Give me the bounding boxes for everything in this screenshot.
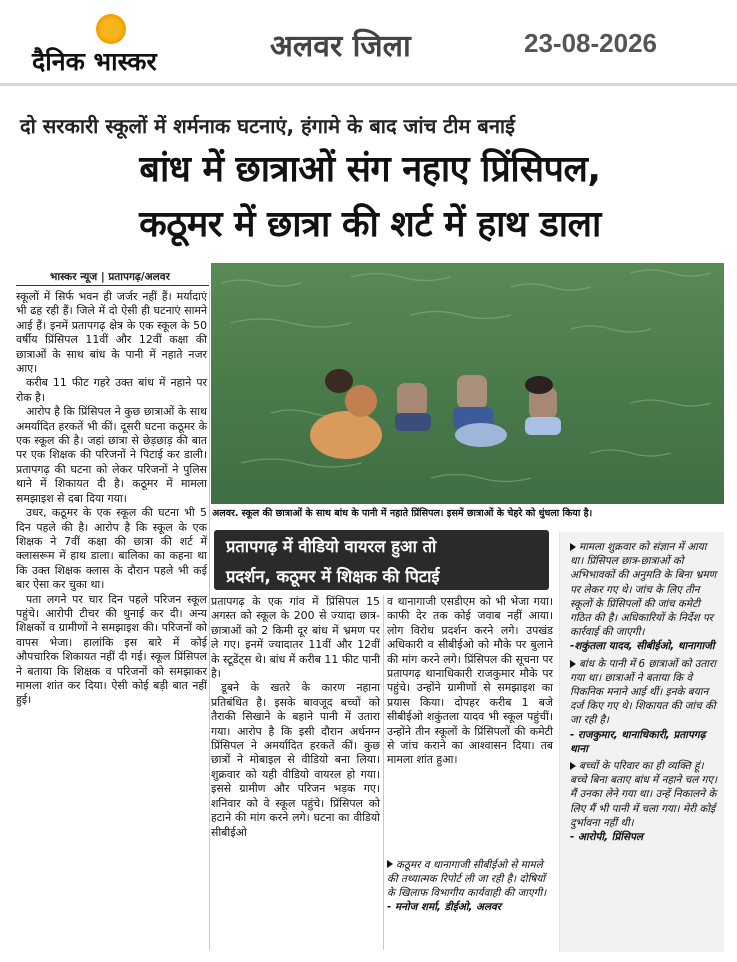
left-column <box>16 290 207 708</box>
triangle-bullet-icon <box>570 762 576 770</box>
byline: भास्कर न्यूज | प्रतापगढ़/अलवर <box>50 271 170 283</box>
paragraph: करीब 11 फीट गहरे उक्त बांध में नहाने पर रोक है। <box>16 376 207 404</box>
triangle-bullet-icon <box>387 860 393 868</box>
middle-column-a <box>211 595 380 840</box>
quote-text: बांध के पानी में 6 छात्राओं को उतारा गया था। छात्राओं ने बताया कि वे पिकनिक मनाने आई थीं। इनके बयान दर्ज किए गए थे। शिकायत की जांच की जा रही है। <box>570 657 716 727</box>
column-divider <box>383 595 384 950</box>
paragraph: स्कूलों में सिर्फ भवन ही जर्जर नहीं हैं। मर्यादाएं भी ढह रही हैं। जिले में दो ऐसी ही घटनाएं सामने आई हैं। इनमें प्रतापगढ़ क्षेत्र के एक स्कूल के 50 वर्षीय प्रिंसिपल 11वीं और 12वीं कक्षा की छात्राओं के साथ बांध के पानी में नहाते नजर आए। <box>16 290 207 376</box>
kicker-line-1: प्रतापगढ़ में वीडियो वायरल हुआ तो <box>226 537 437 556</box>
quote-text: बच्चों के परिवार का ही व्यक्ति हूं। बच्चे बिना बताए बांध में नहाने चल गए। मैं उनका लेने गया था। उन्हें निकालने के लिए मैं भी पानी में चला गया। मेरी कोई दुर्भावना नहीं थी। <box>570 760 718 829</box>
news-photo <box>211 263 724 504</box>
triangle-bullet-icon <box>570 543 576 551</box>
quote-text: कठूमर व थानागाजी सीबीईओ से मामले की तथ्यात्मक रिपोर्ट ली जा रही है। दोषियों के खिलाफ विभागीय कार्यवाही की जाएगी। <box>387 859 547 899</box>
photo-caption: अलवर. स्कूल की छात्राओं के साथ बांध के पानी में नहाते प्रिंसिपल। इसमें छात्राओं के चेहरे को धुंधला किया है। <box>212 508 593 519</box>
sidebar-quote <box>570 657 720 756</box>
headline <box>20 142 720 252</box>
paragraph: डूबने के खतरे के कारण नहाना प्रतिबंधित है। इसके बावजूद बच्चों को तैराकी सिखाने के बहाने पानी में उतारा गया। आरोप है कि इसी दौरान अर्धनग्न प्रिंसिपल ने अमर्यादित हरकतें कीं। कुछ छात्रों ने मोबाइल से वीडियो बना लिया। शुक्रवार को यही वीडियो वायरल हो गया। इससे ग्रामीण और परिजन भड़क गए। शनिवार को वे स्कूल पहुंचे। प्रिंसिपल को हटाने की मांग करने लगे। घटना का वीडियो सीबीईओ <box>211 681 380 839</box>
deo-quote <box>387 858 553 914</box>
newspaper-logo <box>32 12 202 78</box>
quote-attribution: - राजकुमार, थानाधिकारी, प्रतापगढ़ थाना <box>570 728 706 755</box>
subheadline: दो सरकारी स्कूलों में शर्मनाक घटनाएं, हंगामे के बाद जांच टीम बनाई <box>20 114 515 138</box>
paragraph: पता लगने पर चार दिन पहले परिजन स्कूल पहुंचे। आरोपी टीचर की धुनाई कर दी। अन्य शिक्षकों व ग्रामीणों ने समझाइश की। परिजनों को वापस भेजा। हालांकि इस बारे में कोई औपचारिक शिकायत नहीं दी गई। स्कूल प्रिंसिपल ने बताया कि शिक्षक व परिजनों को समझाकर मामला शांत कर दिया। ऐसी कोई बड़ी बात नहीं हुई। <box>16 592 207 707</box>
edition-date: 23-08-2026 <box>524 28 657 58</box>
paragraph: आरोप है कि प्रिंसिपल ने कुछ छात्राओं के साथ अमर्यादित हरकतें भी कीं। दूसरी घटना कठूमर के एक स्कूल की है। जहां छात्रा से छेड़छाड़ की बात पर एक शिक्षक की परिजनों ने पिटाई कर डाली। प्रतापगढ़ की घटना को लेकर परिजनों ने पुलिस थाने में शिकायत दी है। कठूमर में मामला समझाइश से दबा दिया गया। <box>16 405 207 505</box>
divider <box>16 285 209 286</box>
quote-attribution: -शकुंतला यादव, सीबीईओ, थानागाजी <box>570 640 715 653</box>
paragraph: व थानागाजी एसडीएम को भी भेजा गया। काफी देर तक कोई जवाब नहीं आया। लोग विरोध प्रदर्शन करने लगे। उपखंड अधिकारी व सीबीईओ को मौके पर बुलाने की मांग करने लगे। प्रिंसिपल की सूचना पर प्रतापगढ़ थानाधिकारी राजकुमार मौके पर पहुंचे। उन्होंने ग्रामीणों से समझाइश का प्रयास किया। दोपहर करीब 1 बजे सीबीईओ शकुंतला यादव भी स्कूल पहुंचीं। उन्होंने तीन स्कूलों के प्रिंसिपलों की कमेटी से जांच कराने का आश्वासन दिया। तब मामला शांत हुआ। <box>387 595 553 767</box>
edition-name: अलवर जिला <box>270 29 411 64</box>
quote-attribution: - मनोज शर्मा, डीईओ, अलवर <box>387 901 502 913</box>
sidebar-quote <box>570 540 720 654</box>
kicker-line-2: प्रदर्शन, कठूमर में शिक्षक की पिटाई <box>226 567 440 586</box>
sidebar-quotes <box>559 532 724 952</box>
column-divider <box>209 290 210 950</box>
headline-line-1: बांध में छात्राओं संग नहाए प्रिंसिपल, <box>139 149 601 190</box>
quote-attribution: - आरोपी, प्रिंसिपल <box>570 831 643 844</box>
kicker-box <box>214 530 549 590</box>
headline-line-2: कठूमर में छात्रा की शर्ट में हाथ डाला <box>139 204 601 245</box>
paragraph: उधर, कठूमर के एक स्कूल की घटना भी 5 दिन पहले की है। आरोप है कि स्कूल के एक शिक्षक ने 7वीं कक्षा की छात्रा की शर्ट में क्लासरूम में हाथ डाला। बालिका का कहना था कि उक्त शिक्षक क्लास के दौरान पहले भी कई बार ऐसा कर चुका था। <box>16 506 207 592</box>
logo-text: दैनिक भास्कर <box>32 47 157 76</box>
masthead <box>0 0 737 86</box>
sun-icon <box>96 14 126 44</box>
sidebar-quote <box>570 759 720 844</box>
middle-column-b <box>387 595 553 768</box>
quote-text: मामला शुक्रवार को संज्ञान में आया था। प्रिंसिपल छात्र-छात्राओं को अभिभावकों की अनुमति के बिना भ्रमण पर लेकर गए थे। जांच के लिए तीन स्कूलों के प्रिंसिपलों की जांच कमेटी गठित की है। अधिकारियों के निर्देश पर कार्रवाई की जाएगी। <box>570 541 717 639</box>
dam-water-image <box>211 263 724 504</box>
paragraph: प्रतापगढ़ के एक गांव में प्रिंसिपल 15 अगस्त को स्कूल के 200 से ज्यादा छात्र-छात्राओं को 2 किमी दूर बांध में भ्रमण पर ले गए। इनमें ज्यादातर 11वीं और 12वीं के स्टूडेंट्स थे। बांध में करीब 11 फीट पानी है। <box>211 595 380 681</box>
triangle-bullet-icon <box>570 660 576 668</box>
